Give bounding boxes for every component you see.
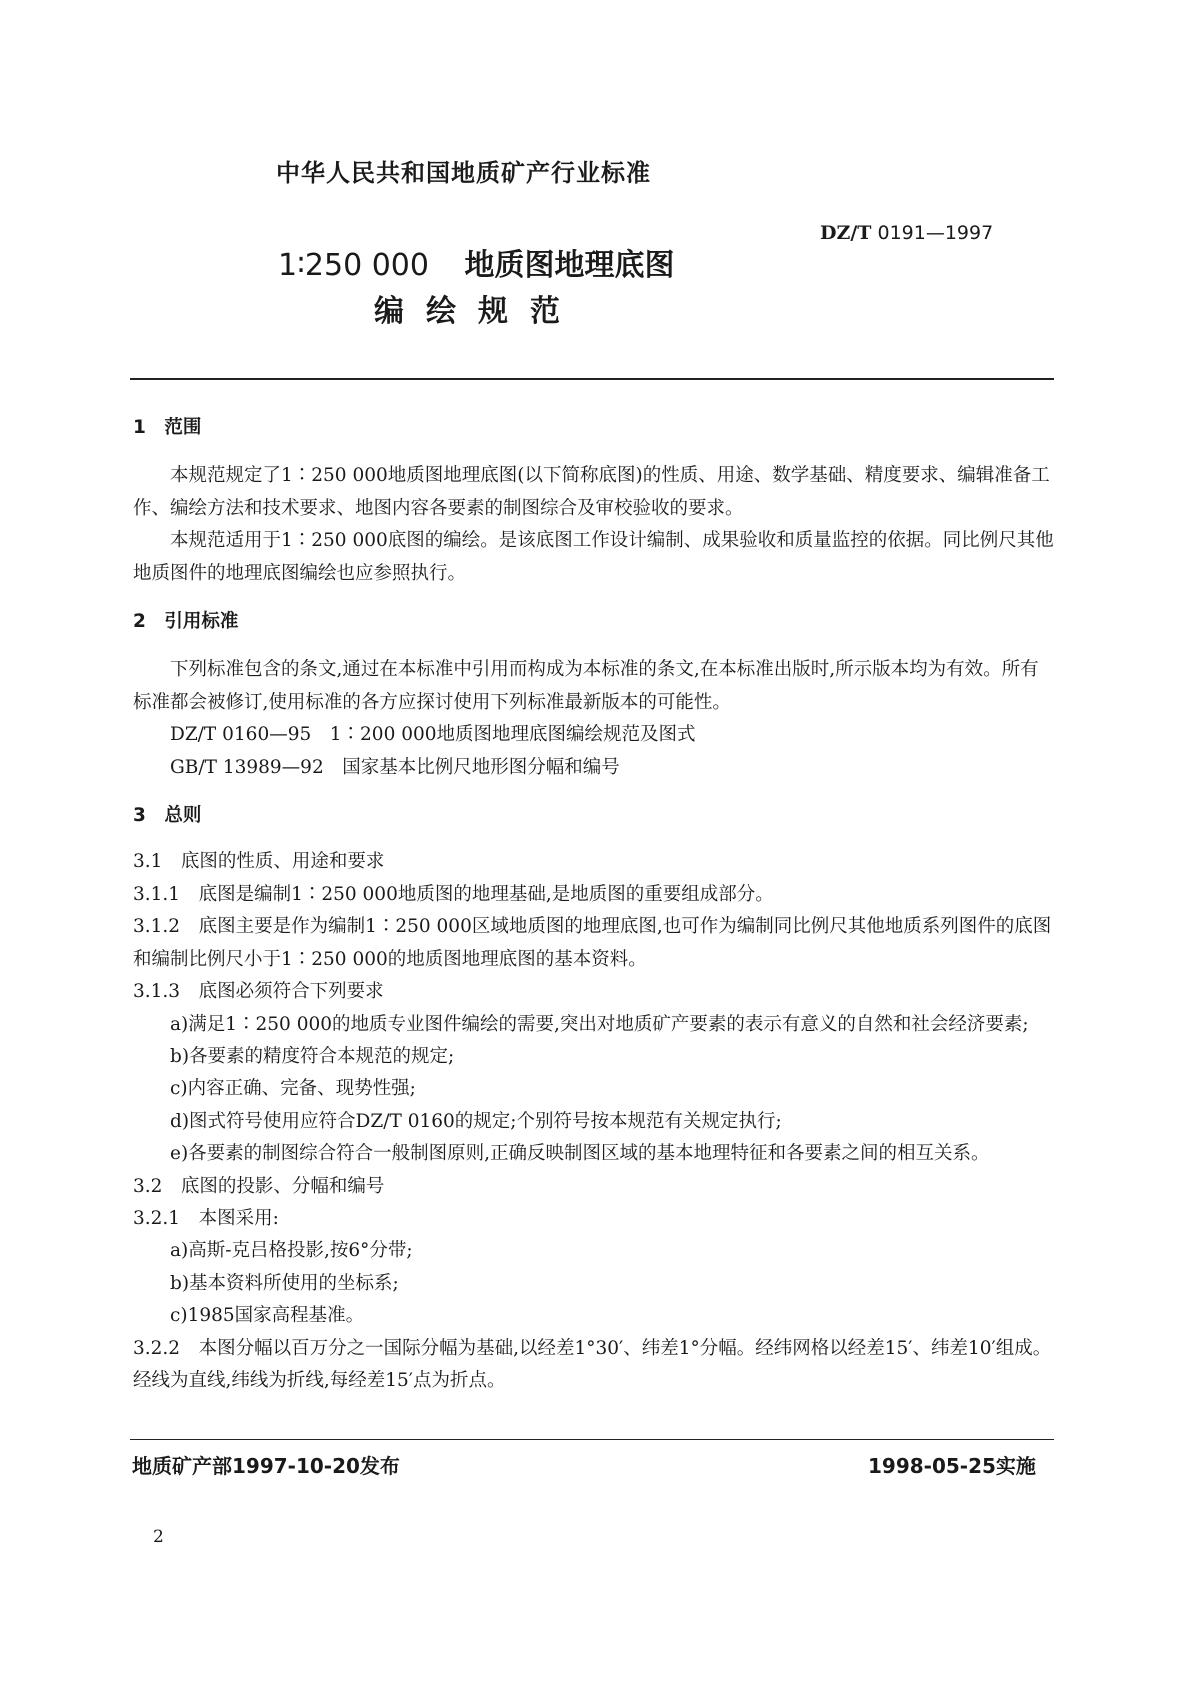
standard-series-title: 中华人民共和国地质矿产行业标准	[276, 159, 651, 187]
standard-code-prefix: DZ/T	[820, 222, 872, 244]
page-number: 2	[153, 1527, 164, 1547]
footer-divider	[130, 1439, 1054, 1440]
section-2-para-1: 下列标准包含的条文,通过在本标准中引用而构成为本标准的条文,在本标准出版时,所示版本均为有效。所有标准都会被修订,使用标准的各方应探讨使用下列标准最新版本的可能性。	[133, 659, 1039, 713]
clause-3-1-3-b: b)各要素的精度符合本规范的规定;	[170, 1045, 455, 1067]
reference-1: DZ/T 0160—95 1∶200 000地质图地理底图编绘规范及图式	[170, 724, 696, 746]
title-scale: 1∶250 000	[278, 248, 429, 283]
clause-3-1: 3.1 底图的性质、用途和要求	[133, 851, 385, 873]
clause-3-1-3: 3.1.3 底图必须符合下列要求	[133, 981, 384, 1003]
clause-3-2: 3.2 底图的投影、分幅和编号	[133, 1175, 385, 1197]
document-title-line1	[278, 240, 675, 284]
clause-3-2-1: 3.2.1 本图采用:	[133, 1207, 279, 1229]
clause-3-2-1-c: c)1985国家高程基准。	[170, 1305, 365, 1327]
document-title-line2: 编绘规范	[374, 294, 582, 329]
section-3-heading: 3 总则	[133, 805, 202, 827]
title-main: 地质图地理底图	[464, 248, 675, 283]
reference-2: GB/T 13989—92 国家基本比例尺地形图分幅和编号	[170, 756, 620, 778]
clause-3-1-3-c: c)内容正确、完备、现势性强;	[170, 1078, 416, 1100]
section-1-para-2: 本规范适用于1∶250 000底图的编绘。是该底图工作设计编制、成果验收和质量监控的依据。同比例尺其他地质图件的地理底图编绘也应参照执行。	[133, 530, 1054, 584]
standard-code-number: 0191—1997	[877, 222, 994, 244]
section-2-heading: 2 引用标准	[133, 611, 239, 633]
clause-3-1-1: 3.1.1 底图是编制1∶250 000地质图的地理基础,是地质图的重要组成部分。	[133, 883, 774, 905]
clause-3-2-1-b: b)基本资料所使用的坐标系;	[170, 1272, 399, 1294]
clause-3-2-2: 3.2.2 本图分幅以百万分之一国际分幅为基础,以经差1°30′、纬差1°分幅。经纬网格以经差15′、纬差10′组成。经线为直线,纬线为折线,每经差15′点为折点。	[133, 1337, 1052, 1391]
clause-3-1-3-d: d)图式符号使用应符合DZ/T 0160的规定;个别符号按本规范有关规定执行;	[170, 1110, 782, 1132]
clause-3-1-3-a: a)满足1∶250 000的地质专业图件编绘的需要,突出对地质矿产要素的表示有意义的自然和社会经济要素;	[170, 1013, 1029, 1035]
effective-date: 1998-05-25实施	[868, 1454, 1036, 1478]
header-divider	[130, 378, 1054, 380]
clause-3-1-2: 3.1.2 底图主要是作为编制1∶250 000区域地质图的地理底图,也可作为编制同比例尺其他地质系列图件的底图和编制比例尺小于1∶250 000的地质图地理底图的基本资料。	[133, 916, 1052, 970]
clause-3-2-1-a: a)高斯-克吕格投影,按6°分带;	[170, 1240, 413, 1262]
clause-3-1-3-e: e)各要素的制图综合符合一般制图原则,正确反映制图区域的基本地理特征和各要素之间的相互关系。	[170, 1143, 990, 1165]
section-1-para-1: 本规范规定了1∶250 000地质图地理底图(以下简称底图)的性质、用途、数学基础、精度要求、编辑准备工作、编绘方法和技术要求、地图内容各要素的制图综合及审校验收的要求。	[133, 465, 1050, 519]
issue-date: 地质矿产部1997-10-20发布	[132, 1454, 400, 1478]
standard-code	[820, 222, 993, 244]
section-1-heading: 1 范围	[133, 417, 202, 438]
document-body	[133, 412, 1055, 1397]
